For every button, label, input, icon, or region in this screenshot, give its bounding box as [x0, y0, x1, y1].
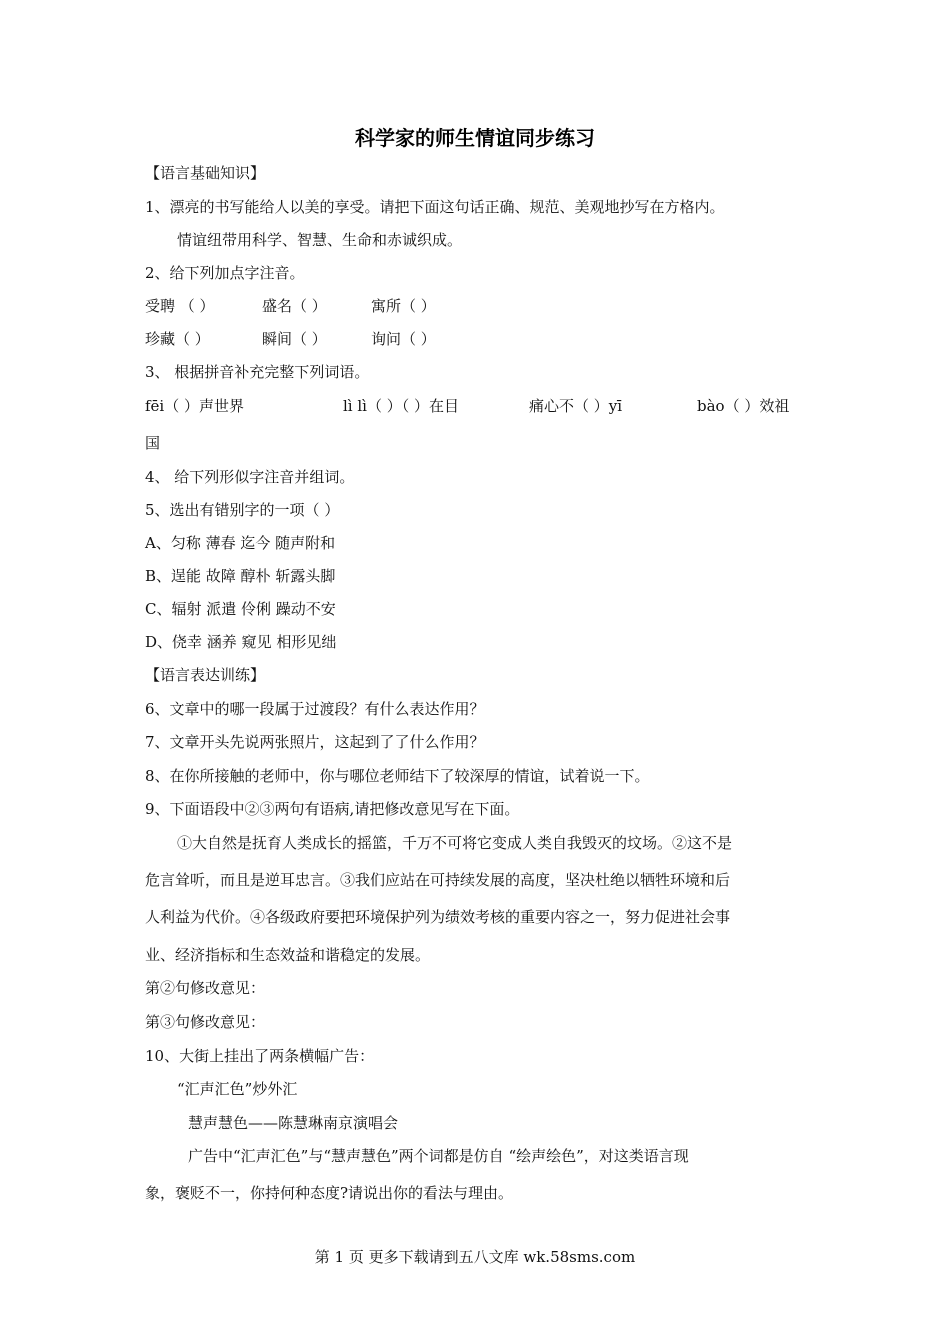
banner-ad-1: “汇声汇色”炒外汇: [177, 1080, 298, 1098]
question-4: 4、 给下列形似字注音并组词。: [145, 468, 355, 486]
question-9-passage-line-1: ①大自然是抚育人类成长的摇篮，千万不可将它变成人类自我毁灭的坟场。②这不是: [177, 834, 733, 852]
banner-ad-2: 慧声慧色——陈慧琳南京演唱会: [188, 1114, 399, 1132]
question-10-line-2: 象，褒贬不一，你持何种态度?请说出你的看法与理由。: [145, 1184, 514, 1202]
question-8: 8、在你所接触的老师中，你与哪位老师结下了较深厚的情谊，试着说一下。: [145, 767, 650, 785]
answer-label-sentence-2: 第②句修改意见：: [145, 979, 266, 997]
question-1: 1、漂亮的书写能给人以美的享受。请把下面这句话正确、规范、美观地抄写在方格内。: [145, 198, 725, 216]
section-heading-basics: 【语言基础知识】: [145, 164, 266, 182]
option-a: A、匀称 薄春 迄今 随声附和: [145, 534, 336, 552]
question-1-text: 情谊纽带用科学、智慧、生命和赤诚织成。: [177, 231, 463, 249]
question-2-row-2: [145, 329, 436, 349]
question-10-line-1: 广告中“汇声汇色”与“慧声慧色”两个词都是仿自 “绘声绘色”，对这类语言现: [188, 1147, 689, 1165]
option-d: D、侥幸 涵养 窥见 相形见绌: [145, 633, 337, 651]
question-2-row-1: [145, 296, 436, 316]
question-6: 6、文章中的哪一段属于过渡段？有什么表达作用？: [145, 700, 485, 718]
fill-item: 痛心不（ ）yī: [529, 397, 623, 415]
section-heading-expression: 【语言表达训练】: [145, 666, 266, 684]
fill-item: lì lì（ ）（ ）在目: [343, 397, 459, 415]
pinyin-item: 珍藏（ ）: [145, 330, 210, 348]
question-3: 3、 根据拼音补充完整下列词语。: [145, 363, 370, 381]
pinyin-item: 寓所（ ）: [371, 297, 436, 315]
question-9-passage-line-3: 人利益为代价。④各级政府要把环境保护列为绩效考核的重要内容之一，努力促进社会事: [145, 908, 731, 926]
question-7: 7、文章开头先说两张照片，这起到了了什么作用？: [145, 733, 485, 751]
option-c: C、辐射 派遣 伶俐 躁动不安: [145, 600, 336, 618]
question-9: 9、下面语段中②③两句有语病,请把修改意见写在下面。: [145, 800, 520, 818]
question-5: 5、选出有错别字的一项（ ）: [145, 501, 340, 519]
fill-item: fēi（ ）声世界: [145, 397, 244, 415]
pinyin-item: 受聘 （ ）: [145, 297, 215, 315]
question-3-items: [145, 396, 789, 416]
pinyin-item: 询问（ ）: [371, 330, 436, 348]
page-footer: 第 1 页 更多下载请到五八文库 wk.58sms.com: [314, 1248, 636, 1266]
question-2: 2、给下列加点字注音。: [145, 264, 305, 282]
question-3-wrap: 国: [145, 434, 161, 452]
page-title: 科学家的师生情谊同步练习: [355, 126, 595, 150]
question-10: 10、大街上挂出了两条横幅广告：: [145, 1047, 375, 1065]
question-9-passage-line-4: 业、经济指标和生态效益和谐稳定的发展。: [145, 946, 431, 964]
question-9-passage-line-2: 危言耸听，而且是逆耳忠言。③我们应站在可持续发展的高度，坚决杜绝以牺牲环境和后: [145, 871, 731, 889]
pinyin-item: 盛名（ ）: [262, 297, 327, 315]
answer-label-sentence-3: 第③句修改意见：: [145, 1013, 266, 1031]
fill-item: bào（ ）效祖: [697, 397, 790, 415]
option-b: B、逞能 故障 醇朴 斩露头脚: [145, 567, 336, 585]
pinyin-item: 瞬间（ ）: [262, 330, 327, 348]
